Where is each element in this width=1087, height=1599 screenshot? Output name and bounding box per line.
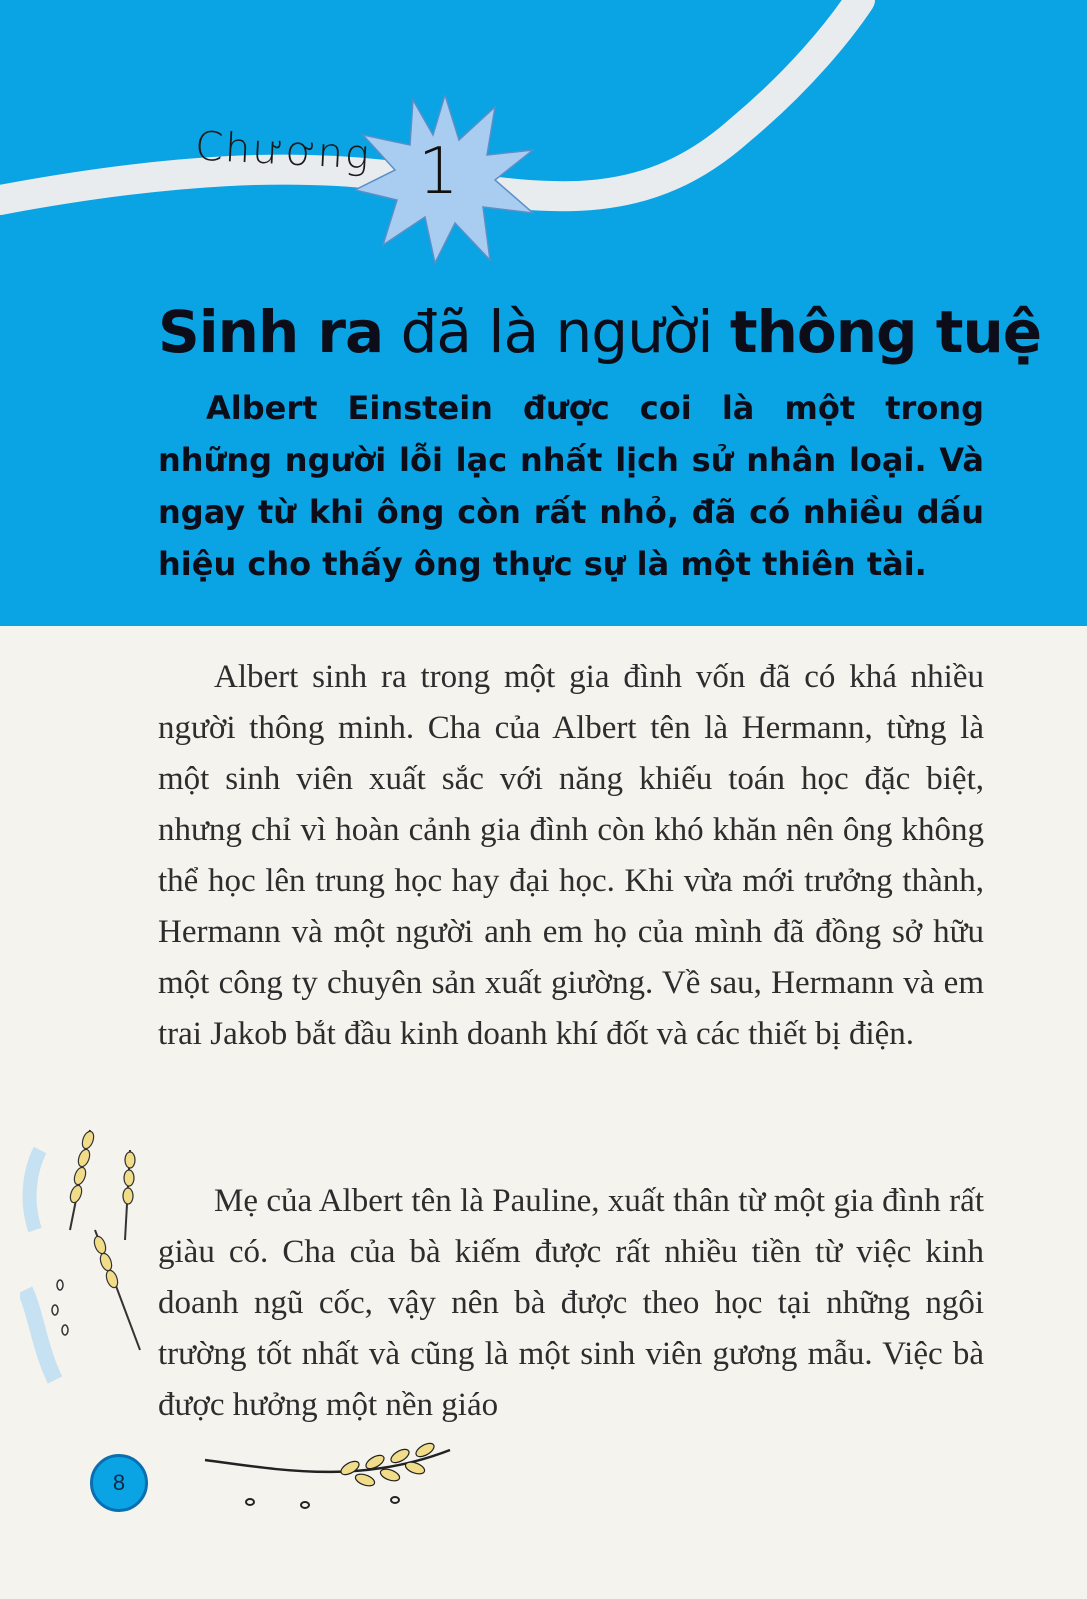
chapter-number: 1 — [418, 135, 459, 209]
wheat-sprig-icon — [20, 1110, 150, 1410]
chapter-header — [0, 0, 1087, 626]
wheat-sprig-icon — [200, 1430, 480, 1540]
page-number: 8 — [90, 1454, 148, 1512]
body-paragraph: Mẹ của Albert tên là Pauline, xuất thân từ một gia đình rất giàu có. Cha của bà kiếm được rất nhiều tiền từ việc kinh doanh ngũ cốc, vậy nên bà được theo học tại những ngôi trường tốt nhất và cũng là một sinh viên gương mẫu. Việc bà được hưởng một nền giáo — [158, 1183, 984, 1423]
body-paragraph: Albert sinh ra trong một gia đình vốn đã có khá nhiều người thông minh. Cha của Albert tên là Hermann, từng là một sinh viên xuất sắc với năng khiếu toán học đặc biệt, nhưng chỉ vì hoàn cảnh gia đình còn khó khăn nên ông không thể học lên trung học hay đại học. Khi vừa mới trưởng thành, Hermann và một người anh em họ của mình đã đồng sở hữu một công ty chuyên sản xuất giường. Về sau, Hermann và em trai Jakob bắt đầu kinh doanh khí đốt và các thiết bị điện. — [158, 659, 984, 1052]
title-bold-part-2: thông tuệ — [729, 298, 1042, 366]
chapter-title — [158, 298, 1041, 366]
title-normal-part: đã là người — [383, 298, 730, 366]
chapter-intro: Albert Einstein được coi là một trong những người lỗi lạc nhất lịch sử nhân loại. Và ngay từ khi ông còn rất nhỏ, đã có nhiều dấu hiệu cho thấy ông thực sự là một thiên tài. — [158, 389, 984, 583]
chapter-label: Chương — [193, 123, 373, 179]
title-bold-part: Sinh ra — [158, 298, 384, 366]
